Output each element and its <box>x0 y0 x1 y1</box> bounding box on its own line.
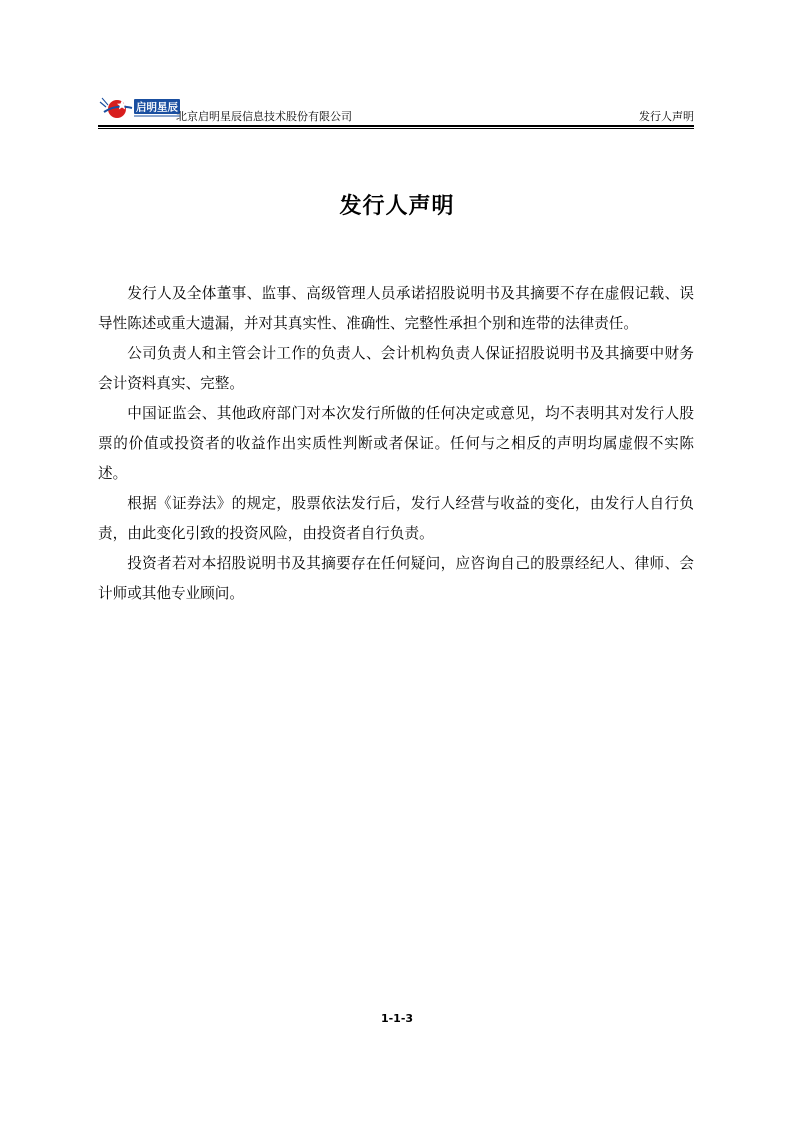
page-number: 1-1-3 <box>380 1012 414 1025</box>
header-divider-thick <box>98 125 694 127</box>
svg-text:启明星辰: 启明星辰 <box>136 101 178 114</box>
page-title: 发行人声明 <box>339 194 455 219</box>
star-logo-icon <box>98 96 182 120</box>
page-header <box>98 96 694 126</box>
paragraph: 公司负责人和主管会计工作的负责人、会计机构负责人保证招股说明书及其摘要中财务会计资料真实、完整。 <box>98 345 694 392</box>
declaration-body <box>98 279 694 609</box>
header-section-name: 发行人声明 <box>639 110 694 123</box>
paragraph: 根据《证券法》的规定，股票依法发行后，发行人经营与收益的变化，由发行人自行负责，由此变化引致的投资风险，由投资者自行负责。 <box>98 495 694 542</box>
paragraph: 中国证监会、其他政府部门对本次发行所做的任何决定或意见，均不表明其对发行人股票的价值或投资者的收益作出实质性判断或者保证。任何与之相反的声明均属虚假不实陈述。 <box>98 405 694 482</box>
paragraph: 投资者若对本招股说明书及其摘要存在任何疑问，应咨询自己的股票经纪人、律师、会计师或其他专业顾问。 <box>98 555 694 602</box>
paragraph: 发行人及全体董事、监事、高级管理人员承诺招股说明书及其摘要不存在虚假记载、误导性陈述或重大遗漏，并对其真实性、准确性、完整性承担个别和连带的法律责任。 <box>98 285 694 332</box>
header-divider-thin <box>98 128 694 129</box>
company-name: 北京启明星辰信息技术股份有限公司 <box>176 110 352 123</box>
company-logo <box>98 96 182 120</box>
